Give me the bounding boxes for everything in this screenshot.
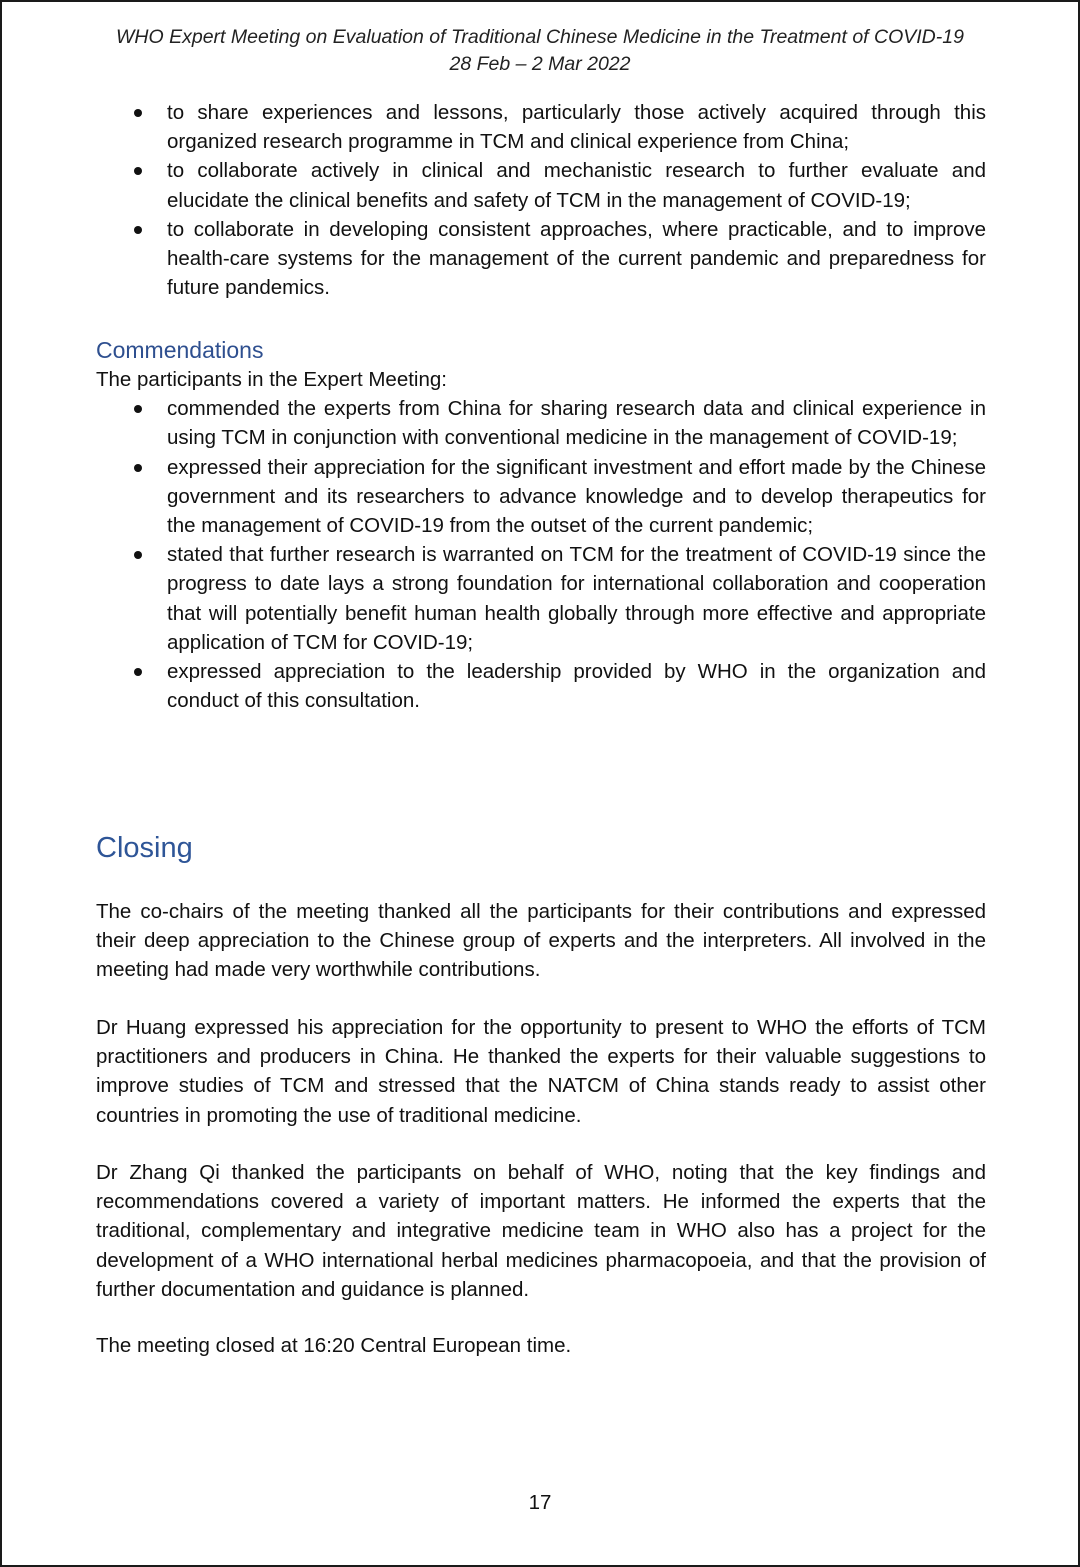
paragraph-text: Dr Huang expressed his appreciation for the opportunity to present to WHO the efforts of TCM practitioners and producers in China. He thanked the experts for their valuable suggestions to improve studies of TCM and stressed that the NATCM of China stands ready to assist other countries in promoting the use of traditional medicine. (96, 1016, 986, 1127)
top-bullet-list (96, 98, 986, 302)
top-bullet-section (96, 98, 986, 302)
closing-heading-block (96, 830, 986, 866)
list-item (96, 540, 986, 657)
bullet-icon (134, 668, 142, 676)
list-item-text: commended the experts from China for sharing research data and clinical experience in using TCM in conjunction with conventional medicine in the management of COVID-19; (167, 397, 986, 450)
bullet-icon (134, 551, 142, 559)
list-item-text: to collaborate actively in clinical and mechanistic research to further evaluate and elucidate the clinical benefits and safety of TCM in the management of COVID-19; (167, 159, 986, 212)
closing-paragraph (96, 1331, 986, 1360)
list-item (96, 657, 986, 715)
list-item (96, 156, 986, 214)
list-item-text: to collaborate in developing consistent approaches, where practicable, and to improve health-care systems for the management of the current pandemic and preparedness for future pandemics. (167, 217, 986, 300)
bullet-icon (134, 109, 142, 117)
closing-paragraph (96, 897, 986, 985)
commendations-heading: Commendations (96, 337, 264, 363)
list-item-text: stated that further research is warranted on TCM for the treatment of COVID-19 since the progress to date lays a strong foundation for international collaboration and cooperation that will potentially benefit human health globally through more effective and appropriate application of TCM for COVID-19; (167, 543, 986, 654)
bullet-icon (134, 167, 142, 175)
page-header (2, 24, 1078, 78)
page-number: 17 (528, 1491, 552, 1514)
header-date: 28 Feb – 2 Mar 2022 (449, 53, 631, 75)
list-item (96, 394, 986, 452)
bullet-icon (134, 226, 142, 234)
bullet-icon (134, 405, 142, 413)
closing-paragraph (96, 1013, 986, 1130)
list-item-text: to share experiences and lessons, particularly those actively acquired through this organized research programme in TCM and clinical experience from China; (167, 101, 986, 154)
list-item (96, 453, 986, 541)
list-item (96, 98, 986, 156)
list-item-text: expressed their appreciation for the significant investment and effort made by the Chinese government and its researchers to advance knowledge and to develop therapeutics for the management of COVID-19 from the outset of the current pandemic; (167, 455, 986, 538)
commendations-section (96, 336, 986, 715)
paragraph-text: Dr Zhang Qi thanked the participants on behalf of WHO, noting that the key findings and recommendations covered a variety of important matters. He informed the experts that the traditional, complementary and integrative medicine team in WHO also has a project for the development of a WHO international herbal medicines pharmacopoeia, and that the provision of further documentation and guidance is planned. (96, 1161, 986, 1301)
paragraph-text: The meeting closed at 16:20 Central European time. (96, 1334, 572, 1357)
list-item (96, 215, 986, 303)
header-title: WHO Expert Meeting on Evaluation of Traditional Chinese Medicine in the Treatment of COVID-19 (116, 26, 964, 48)
paragraph-text: The co-chairs of the meeting thanked all the participants for their contributions and expressed their deep appreciation to the Chinese group of experts and the interpreters. All involved in the meeting had made very worthwhile contributions. (96, 900, 986, 982)
closing-paragraph (96, 1158, 986, 1304)
bullet-icon (134, 464, 142, 472)
commendations-intro: The participants in the Expert Meeting: (96, 368, 447, 391)
commendations-bullet-list (96, 394, 986, 715)
list-item-text: expressed appreciation to the leadership provided by WHO in the organization and conduct of this consultation. (167, 660, 986, 713)
closing-heading: Closing (96, 832, 193, 864)
